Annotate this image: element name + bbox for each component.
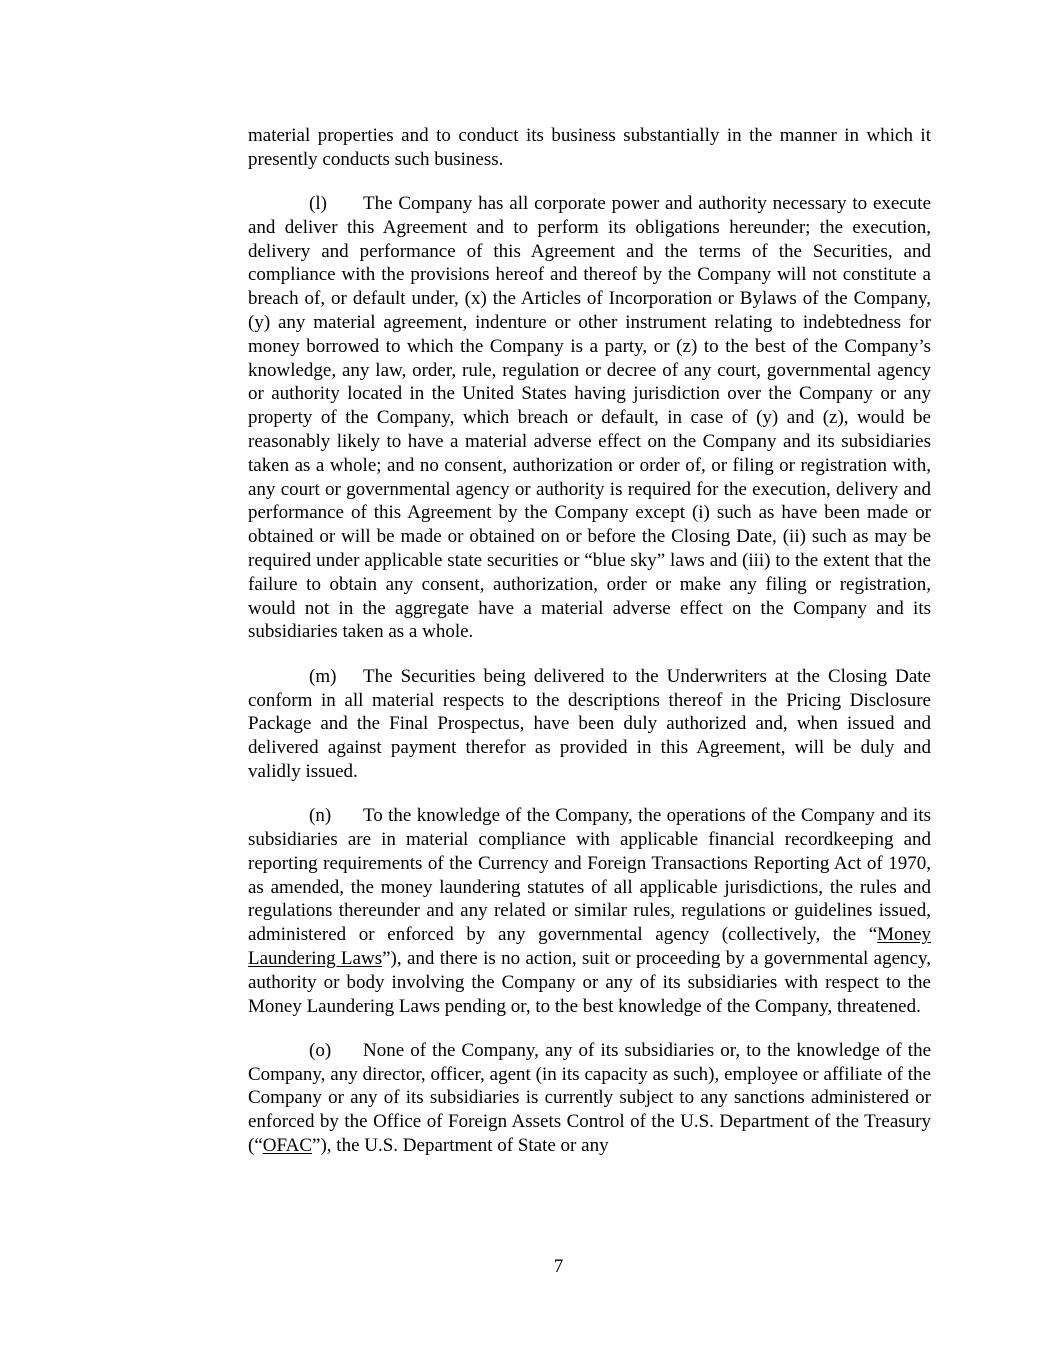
paragraph-text: None of the Company, any of its subsidiaries or, to the knowledge of the Company, any director, officer, agent (in its capacity as such), employee or affiliate of the Company or any of its subsidiaries is currently subject to any sanctions administered or enforced by the Office of Foreign Assets Control of the U.S. Department of the Treasury (“ [248,1039,931,1157]
defined-term-ofac: OFAC [262,1135,313,1157]
paragraph-text: To the knowledge of the Company, the operations of the Company and its subsidiaries are in material compliance with applicable financial recordkeeping and reporting requirements of the Currency and Foreign Transactions Reporting Act of 1970, as amended, the money laundering statutes of all applicable jurisdictions, the rules and regulations thereunder and any related or similar rules, regulations or guidelines issued, administered or enforced by any governmental agency (collectively, the “ [248,805,931,946]
page-number: 7 [553,1256,564,1277]
paragraph-o [248,1039,931,1158]
paragraph-text-continued: ”), the U.S. Department of State or any [312,1135,609,1157]
continued-paragraph: material properties and to conduct its business substantially in the manner in which it presently conducts such business. [248,125,931,170]
paragraph-text: The Company has all corporate power and authority necessary to execute and deliver this Agreement and to perform its obligations hereunder; the execution, delivery and performance of this Agreement and the terms of the Securities, and compliance with the provisions hereof and thereof by the Company will not constitute a breach of, or default under, (x) the Articles of Incorporation or Bylaws of the Company, (y) any material agreement, indenture or other instrument relating to indebtedness for money borrowed to which the Company is a party, or (z) to the best of the Company’s knowledge, any law, order, rule, regulation or decree of any court, governmental agency or authority located in the United States having jurisdiction over the Company or any property of the Company, which breach or default, in case of (y) and (z), would be reasonably likely to have a material adverse effect on the Company and its subsidiaries taken as a whole; and no consent, authorization or order of, or filing or registration with, any court or governmental agency or authority is required for the execution, delivery and performance of this Agreement by the Company except (i) such as have been made or obtained or will be made or obtained on or before the Closing Date, (ii) such as may be required under applicable state securities or “blue sky” laws and (iii) to the extent that the failure to obtain any consent, authorization, order or make any filing or registration, would not in the aggregate have a material adverse effect on the Company and its subsidiaries taken as a whole. [248,193,931,643]
paragraph-l [248,192,931,644]
paragraph-label: (o) [309,1039,332,1061]
paragraph-label: (l) [309,193,327,215]
paragraph-n [248,804,931,1018]
paragraph-text-continued: ”), and there is no action, suit or proceeding by a governmental agency, authority or body involving the Company or any of its subsidiaries with respect to the Money Laundering Laws pending or, to the best knowledge of the Company, threatened. [248,948,931,1017]
paragraph-m [248,665,931,784]
paragraph-label: (n) [309,805,332,827]
paragraph-label: (m) [309,665,337,687]
document-body [248,124,931,1178]
defined-term-money-laundering-laws: Money Laundering Laws [248,924,931,969]
paragraph-text: The Securities being delivered to the Underwriters at the Closing Date conform in all material respects to the descriptions thereof in the Pricing Disclosure Package and the Final Prospectus, have been duly authorized and, when issued and delivered against payment therefor as provided in this Agreement, will be duly and validly issued. [248,665,931,782]
